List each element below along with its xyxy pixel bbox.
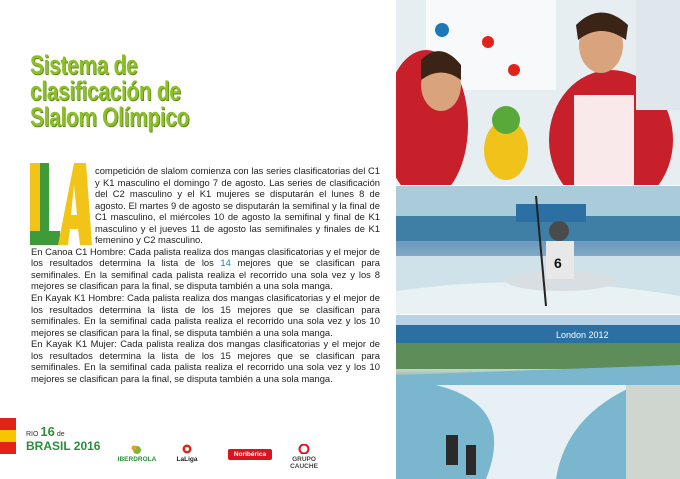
- canoa-c1-paragraph: [31, 246, 380, 292]
- page-title: [30, 52, 230, 130]
- photo-athletes-illustration: [396, 0, 680, 185]
- flag-red-bottom: [0, 442, 16, 454]
- article-body: [31, 165, 380, 384]
- sponsor-noriberica-label: Noribérica: [233, 451, 267, 458]
- bib-number: 6: [554, 255, 562, 271]
- rio-de: de: [56, 431, 65, 438]
- sponsor-laliga-label: LaLiga: [176, 456, 198, 463]
- photo-canoeist-illustration: [396, 186, 680, 314]
- kayak-k1-women-paragraph: En Kayak K1 Mujer: Cada palista realiza dos mangas clasificatorias y el mejor de los resultados determina la lista de los 15 mejores que se clasifican para semifinales. En la semifinal cada palista realiza el recorrido una sola vez y los 10 mejores se clasifican para la final, se disputa también a una sola manga.: [31, 338, 380, 384]
- cauche-logo-icon: [298, 444, 310, 454]
- photo-canoeist: [396, 186, 680, 314]
- flag-yellow: [0, 430, 16, 442]
- photo-whitewater-course: [396, 315, 680, 479]
- intro-paragraph: competición de slalom comienza con las series clasificatorias del C1 y K1 masculino el domingo 7 de agosto. Las series de clasificación del C2 masculino y el K1 mujeres se disputarán el lunes 8 de agosto. El martes 9 de agosto se disputarán la semifinal y la final de C1 masculino, el miércoles 10 de agosto la semifinal y final de K1 masculino y el jueves 11 de agosto las semifinales y finales de K1 femenino y C2 masculino.: [95, 165, 380, 246]
- london-banner: London 2012: [556, 330, 609, 340]
- sponsor-noriberica: [228, 449, 272, 460]
- rio-2016-logo: [26, 424, 100, 453]
- kayak-k1-men-paragraph: En Kayak K1 Hombre: Cada palista realiza dos mangas clasificatorias y el mejor de los resultados determina la lista de los 15 mejores que se clasifican para semifinales. En la semifinal cada palista realiza el recorrido una sola vez y los 10 mejores se clasifican para la final, se disputa también a una sola manga.: [31, 292, 380, 338]
- title-line-3: Slalom Olímpico: [30, 102, 190, 132]
- canoa-c1-text-b: mejores que se clasifican para semifinales. En la semifinal cada palista realiza el recorrido una sola vez y los 8 mejores se clasifican para la final, se disputa también a una sola manga.: [31, 257, 381, 292]
- title-line-1: Sistema de: [30, 50, 138, 80]
- rio-prefix: RIO: [26, 431, 39, 438]
- rio-num: 16: [40, 424, 55, 439]
- sponsor-cauche: [282, 444, 326, 470]
- flag-red-top: [0, 418, 16, 430]
- rio-brasil: BRASIL 2016: [26, 439, 101, 453]
- sponsor-laliga: [162, 444, 212, 463]
- laliga-logo-icon: [181, 444, 193, 454]
- canoa-c1-text-a: En Canoa C1 Hombre: Cada palista realiza dos mangas clasificatorias y el mejor de los resultados determina la lista de los: [31, 245, 380, 269]
- title-line-2: clasificación de: [30, 76, 181, 106]
- sponsor-iberdrola: [112, 444, 162, 463]
- canoa-c1-highlight: 14: [220, 257, 231, 269]
- sponsor-cauche-label: GRUPO CAUCHE: [290, 456, 318, 470]
- photo-column: [396, 0, 680, 479]
- photo-course-illustration: [396, 315, 680, 479]
- iberdrola-leaf-icon: [130, 444, 144, 454]
- sponsor-iberdrola-label: IBERDROLA: [117, 456, 157, 463]
- spain-flag: [0, 418, 16, 454]
- photo-athletes-mascot: [396, 0, 680, 185]
